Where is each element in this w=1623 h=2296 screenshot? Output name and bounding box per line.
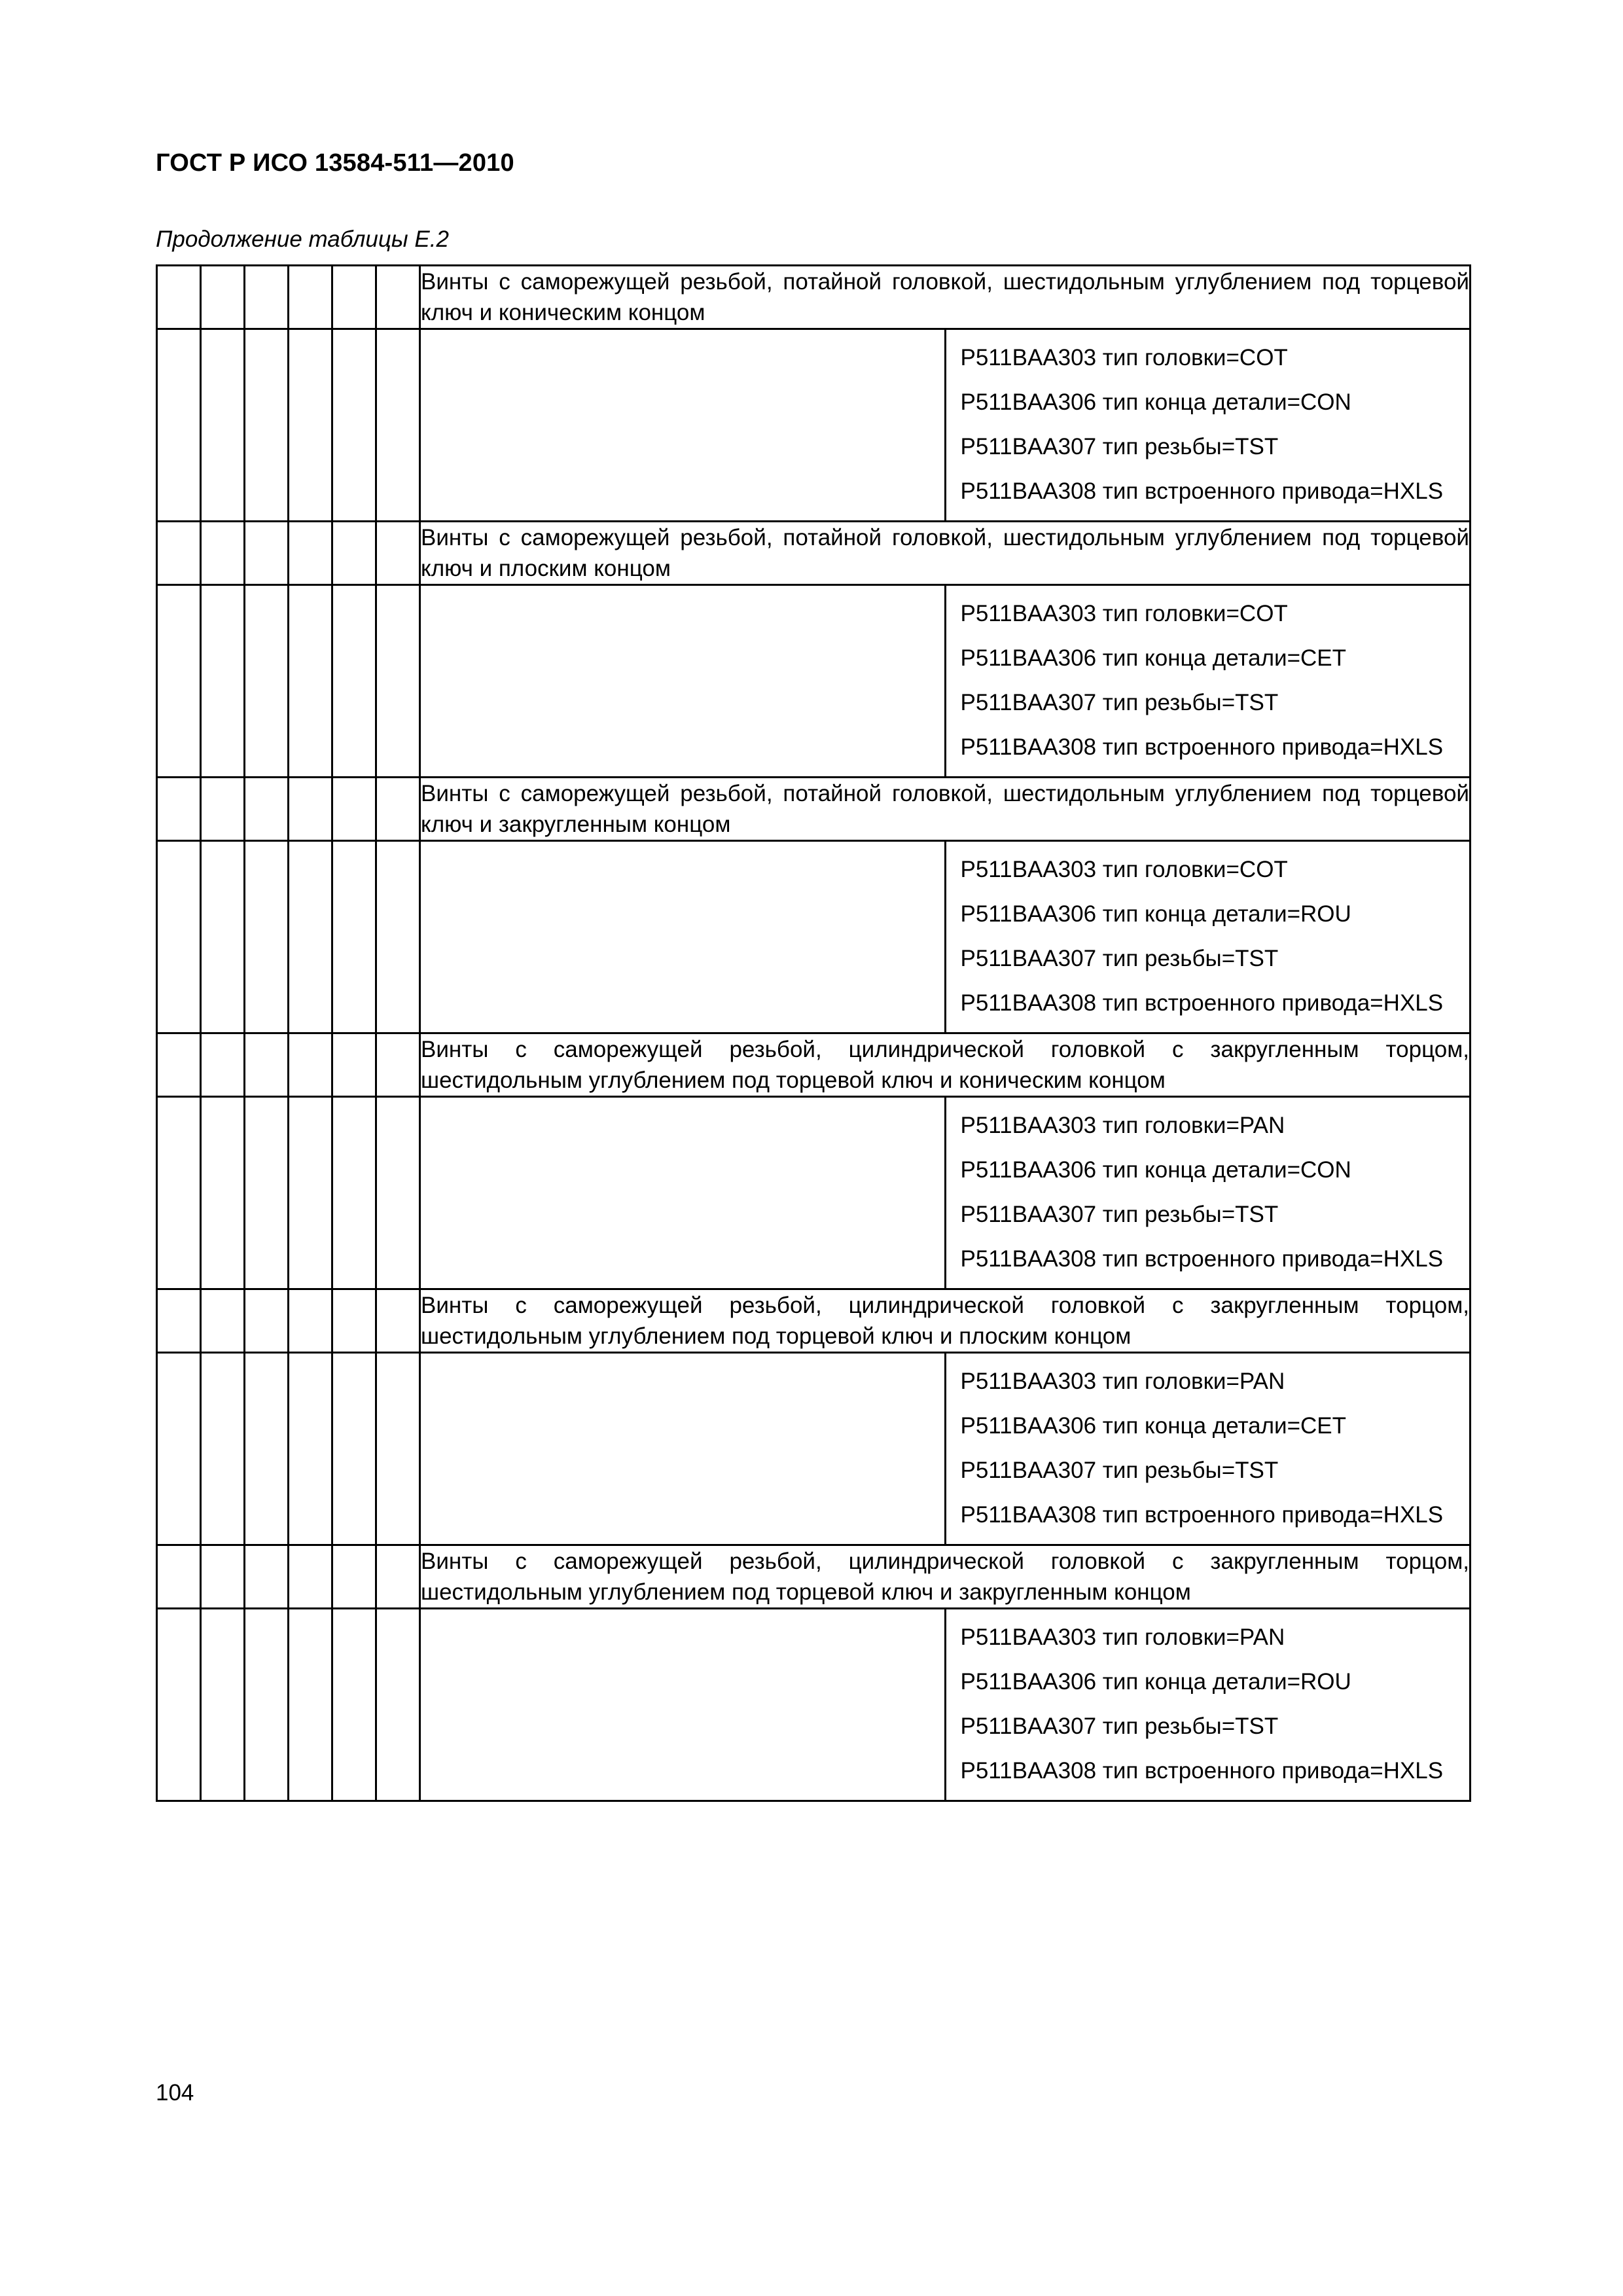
parameter-line: P511BAA308 тип встроенного привода=HXLS — [960, 478, 1444, 504]
blank-cell — [289, 266, 332, 329]
blank-cell — [420, 841, 946, 1033]
blank-cell — [201, 778, 245, 841]
parameter-line: P511BAA306 тип конца детали=ROU — [960, 1669, 1351, 1695]
blank-cell — [376, 1033, 420, 1097]
parameter-list — [946, 586, 1470, 776]
page-number: 104 — [156, 2080, 194, 2106]
parameter-line: P511BAA308 тип встроенного привода=HXLS — [960, 1502, 1444, 1528]
blank-cell — [376, 1289, 420, 1353]
parameter-list — [946, 1609, 1470, 1800]
blank-cell — [157, 1609, 201, 1801]
parameter-line: P511BAA303 тип головки=COT — [960, 601, 1288, 626]
parameter-line: P511BAA308 тип встроенного привода=HXLS — [960, 734, 1444, 760]
blank-cell — [245, 585, 289, 778]
blank-cell — [157, 1545, 201, 1609]
blank-cell — [332, 329, 376, 522]
description-cell: Винты с саморежущей резьбой, потайной головкой, шестидольным углублением под торцевой ключ и закругленным концом — [420, 778, 1471, 841]
parameter-line: P511BAA306 тип конца детали=CON — [960, 389, 1351, 415]
description-cell: Винты с саморежущей резьбой, цилиндрической головкой с закругленным торцом, шестидольным углублением под торцевой ключ и плоским концом — [420, 1289, 1471, 1353]
parameter-list — [946, 1354, 1470, 1544]
blank-cell — [201, 266, 245, 329]
parameter-line: P511BAA307 тип резьбы=TST — [960, 690, 1279, 715]
parameter-line: P511BAA308 тип встроенного привода=HXLS — [960, 1246, 1444, 1272]
blank-cell — [245, 1289, 289, 1353]
blank-cell — [289, 1353, 332, 1545]
blank-cell — [245, 522, 289, 585]
description-row — [157, 778, 1471, 841]
parameter-line: P511BAA307 тип резьбы=TST — [960, 1202, 1279, 1227]
blank-cell — [245, 1033, 289, 1097]
blank-cell — [332, 585, 376, 778]
blank-cell — [420, 1097, 946, 1289]
description-cell: Винты с саморежущей резьбой, цилиндрической головкой с закругленным торцом, шестидольным углублением под торцевой ключ и коническим концом — [420, 1033, 1471, 1097]
description-row — [157, 266, 1471, 329]
parameter-list — [946, 330, 1470, 520]
parameter-line: P511BAA306 тип конца детали=CET — [960, 1413, 1347, 1439]
parameters-cell — [945, 585, 1471, 778]
parameter-line: P511BAA303 тип головки=COT — [960, 857, 1288, 882]
parameter-line: P511BAA303 тип головки=PAN — [960, 1369, 1285, 1394]
blank-cell — [157, 778, 201, 841]
blank-cell — [376, 1097, 420, 1289]
blank-cell — [332, 1353, 376, 1545]
parameter-line: P511BAA303 тип головки=PAN — [960, 1113, 1285, 1138]
blank-cell — [376, 522, 420, 585]
parameters-cell — [945, 1609, 1471, 1801]
blank-cell — [376, 778, 420, 841]
parameters-cell — [945, 1097, 1471, 1289]
blank-cell — [201, 1353, 245, 1545]
blank-cell — [289, 1545, 332, 1609]
blank-cell — [289, 778, 332, 841]
blank-cell — [332, 266, 376, 329]
blank-cell — [201, 841, 245, 1033]
blank-cell — [289, 1033, 332, 1097]
blank-cell — [245, 1545, 289, 1609]
parameters-row — [157, 585, 1471, 778]
parameter-line: P511BAA306 тип конца детали=CET — [960, 645, 1347, 671]
blank-cell — [332, 841, 376, 1033]
parameter-list — [946, 842, 1470, 1032]
blank-cell — [289, 329, 332, 522]
parameters-cell — [945, 329, 1471, 522]
parameters-cell — [945, 1353, 1471, 1545]
blank-cell — [157, 841, 201, 1033]
blank-cell — [376, 329, 420, 522]
table-body — [157, 266, 1471, 1801]
blank-cell — [376, 585, 420, 778]
parameters-row — [157, 1609, 1471, 1801]
blank-cell — [376, 1353, 420, 1545]
blank-cell — [157, 329, 201, 522]
blank-cell — [289, 522, 332, 585]
blank-cell — [289, 585, 332, 778]
blank-cell — [332, 1033, 376, 1097]
blank-cell — [201, 1545, 245, 1609]
parameter-line: P511BAA306 тип конца детали=ROU — [960, 901, 1351, 927]
blank-cell — [332, 778, 376, 841]
description-cell: Винты с саморежущей резьбой, потайной головкой, шестидольным углублением под торцевой ключ и коническим концом — [420, 266, 1471, 329]
blank-cell — [201, 1289, 245, 1353]
description-row — [157, 522, 1471, 585]
parameters-row — [157, 1353, 1471, 1545]
blank-cell — [376, 841, 420, 1033]
blank-cell — [157, 1097, 201, 1289]
blank-cell — [245, 1609, 289, 1801]
blank-cell — [245, 841, 289, 1033]
blank-cell — [332, 1289, 376, 1353]
blank-cell — [201, 1033, 245, 1097]
blank-cell — [245, 266, 289, 329]
description-cell: Винты с саморежущей резьбой, цилиндрической головкой с закругленным торцом, шестидольным углублением под торцевой ключ и закругленным концом — [420, 1545, 1471, 1609]
parameter-line: P511BAA307 тип резьбы=TST — [960, 434, 1279, 459]
description-row — [157, 1289, 1471, 1353]
blank-cell — [201, 585, 245, 778]
blank-cell — [245, 1097, 289, 1289]
blank-cell — [157, 266, 201, 329]
parameters-row — [157, 1097, 1471, 1289]
description-row — [157, 1033, 1471, 1097]
blank-cell — [157, 585, 201, 778]
blank-cell — [201, 522, 245, 585]
blank-cell — [157, 1289, 201, 1353]
description-cell: Винты с саморежущей резьбой, потайной головкой, шестидольным углублением под торцевой ключ и плоским концом — [420, 522, 1471, 585]
blank-cell — [201, 1609, 245, 1801]
blank-cell — [420, 329, 946, 522]
blank-cell — [201, 1097, 245, 1289]
specification-table — [156, 264, 1471, 1802]
parameter-line: P511BAA307 тип резьбы=TST — [960, 946, 1279, 971]
document-header: ГОСТ Р ИСО 13584-511—2010 — [156, 149, 514, 177]
blank-cell — [245, 329, 289, 522]
blank-cell — [332, 1609, 376, 1801]
blank-cell — [157, 1353, 201, 1545]
parameter-line: P511BAA306 тип конца детали=CON — [960, 1157, 1351, 1183]
blank-cell — [289, 1609, 332, 1801]
parameter-line: P511BAA307 тип резьбы=TST — [960, 1458, 1279, 1483]
blank-cell — [245, 778, 289, 841]
parameter-line: P511BAA303 тип головки=COT — [960, 345, 1288, 370]
parameter-line: P511BAA308 тип встроенного привода=HXLS — [960, 1758, 1444, 1784]
blank-cell — [420, 585, 946, 778]
blank-cell — [420, 1609, 946, 1801]
blank-cell — [420, 1353, 946, 1545]
parameters-cell — [945, 841, 1471, 1033]
blank-cell — [332, 1097, 376, 1289]
parameter-line: P511BAA307 тип резьбы=TST — [960, 1713, 1279, 1739]
blank-cell — [201, 329, 245, 522]
parameter-line: P511BAA308 тип встроенного привода=HXLS — [960, 990, 1444, 1016]
blank-cell — [157, 522, 201, 585]
blank-cell — [332, 522, 376, 585]
parameters-row — [157, 329, 1471, 522]
blank-cell — [289, 1097, 332, 1289]
blank-cell — [376, 1609, 420, 1801]
parameter-list — [946, 1098, 1470, 1288]
parameters-row — [157, 841, 1471, 1033]
description-row — [157, 1545, 1471, 1609]
blank-cell — [289, 841, 332, 1033]
blank-cell — [332, 1545, 376, 1609]
blank-cell — [376, 1545, 420, 1609]
blank-cell — [245, 1353, 289, 1545]
blank-cell — [376, 266, 420, 329]
table-caption: Продолжение таблицы Е.2 — [156, 226, 449, 252]
blank-cell — [157, 1033, 201, 1097]
blank-cell — [289, 1289, 332, 1353]
parameter-line: P511BAA303 тип головки=PAN — [960, 1624, 1285, 1650]
